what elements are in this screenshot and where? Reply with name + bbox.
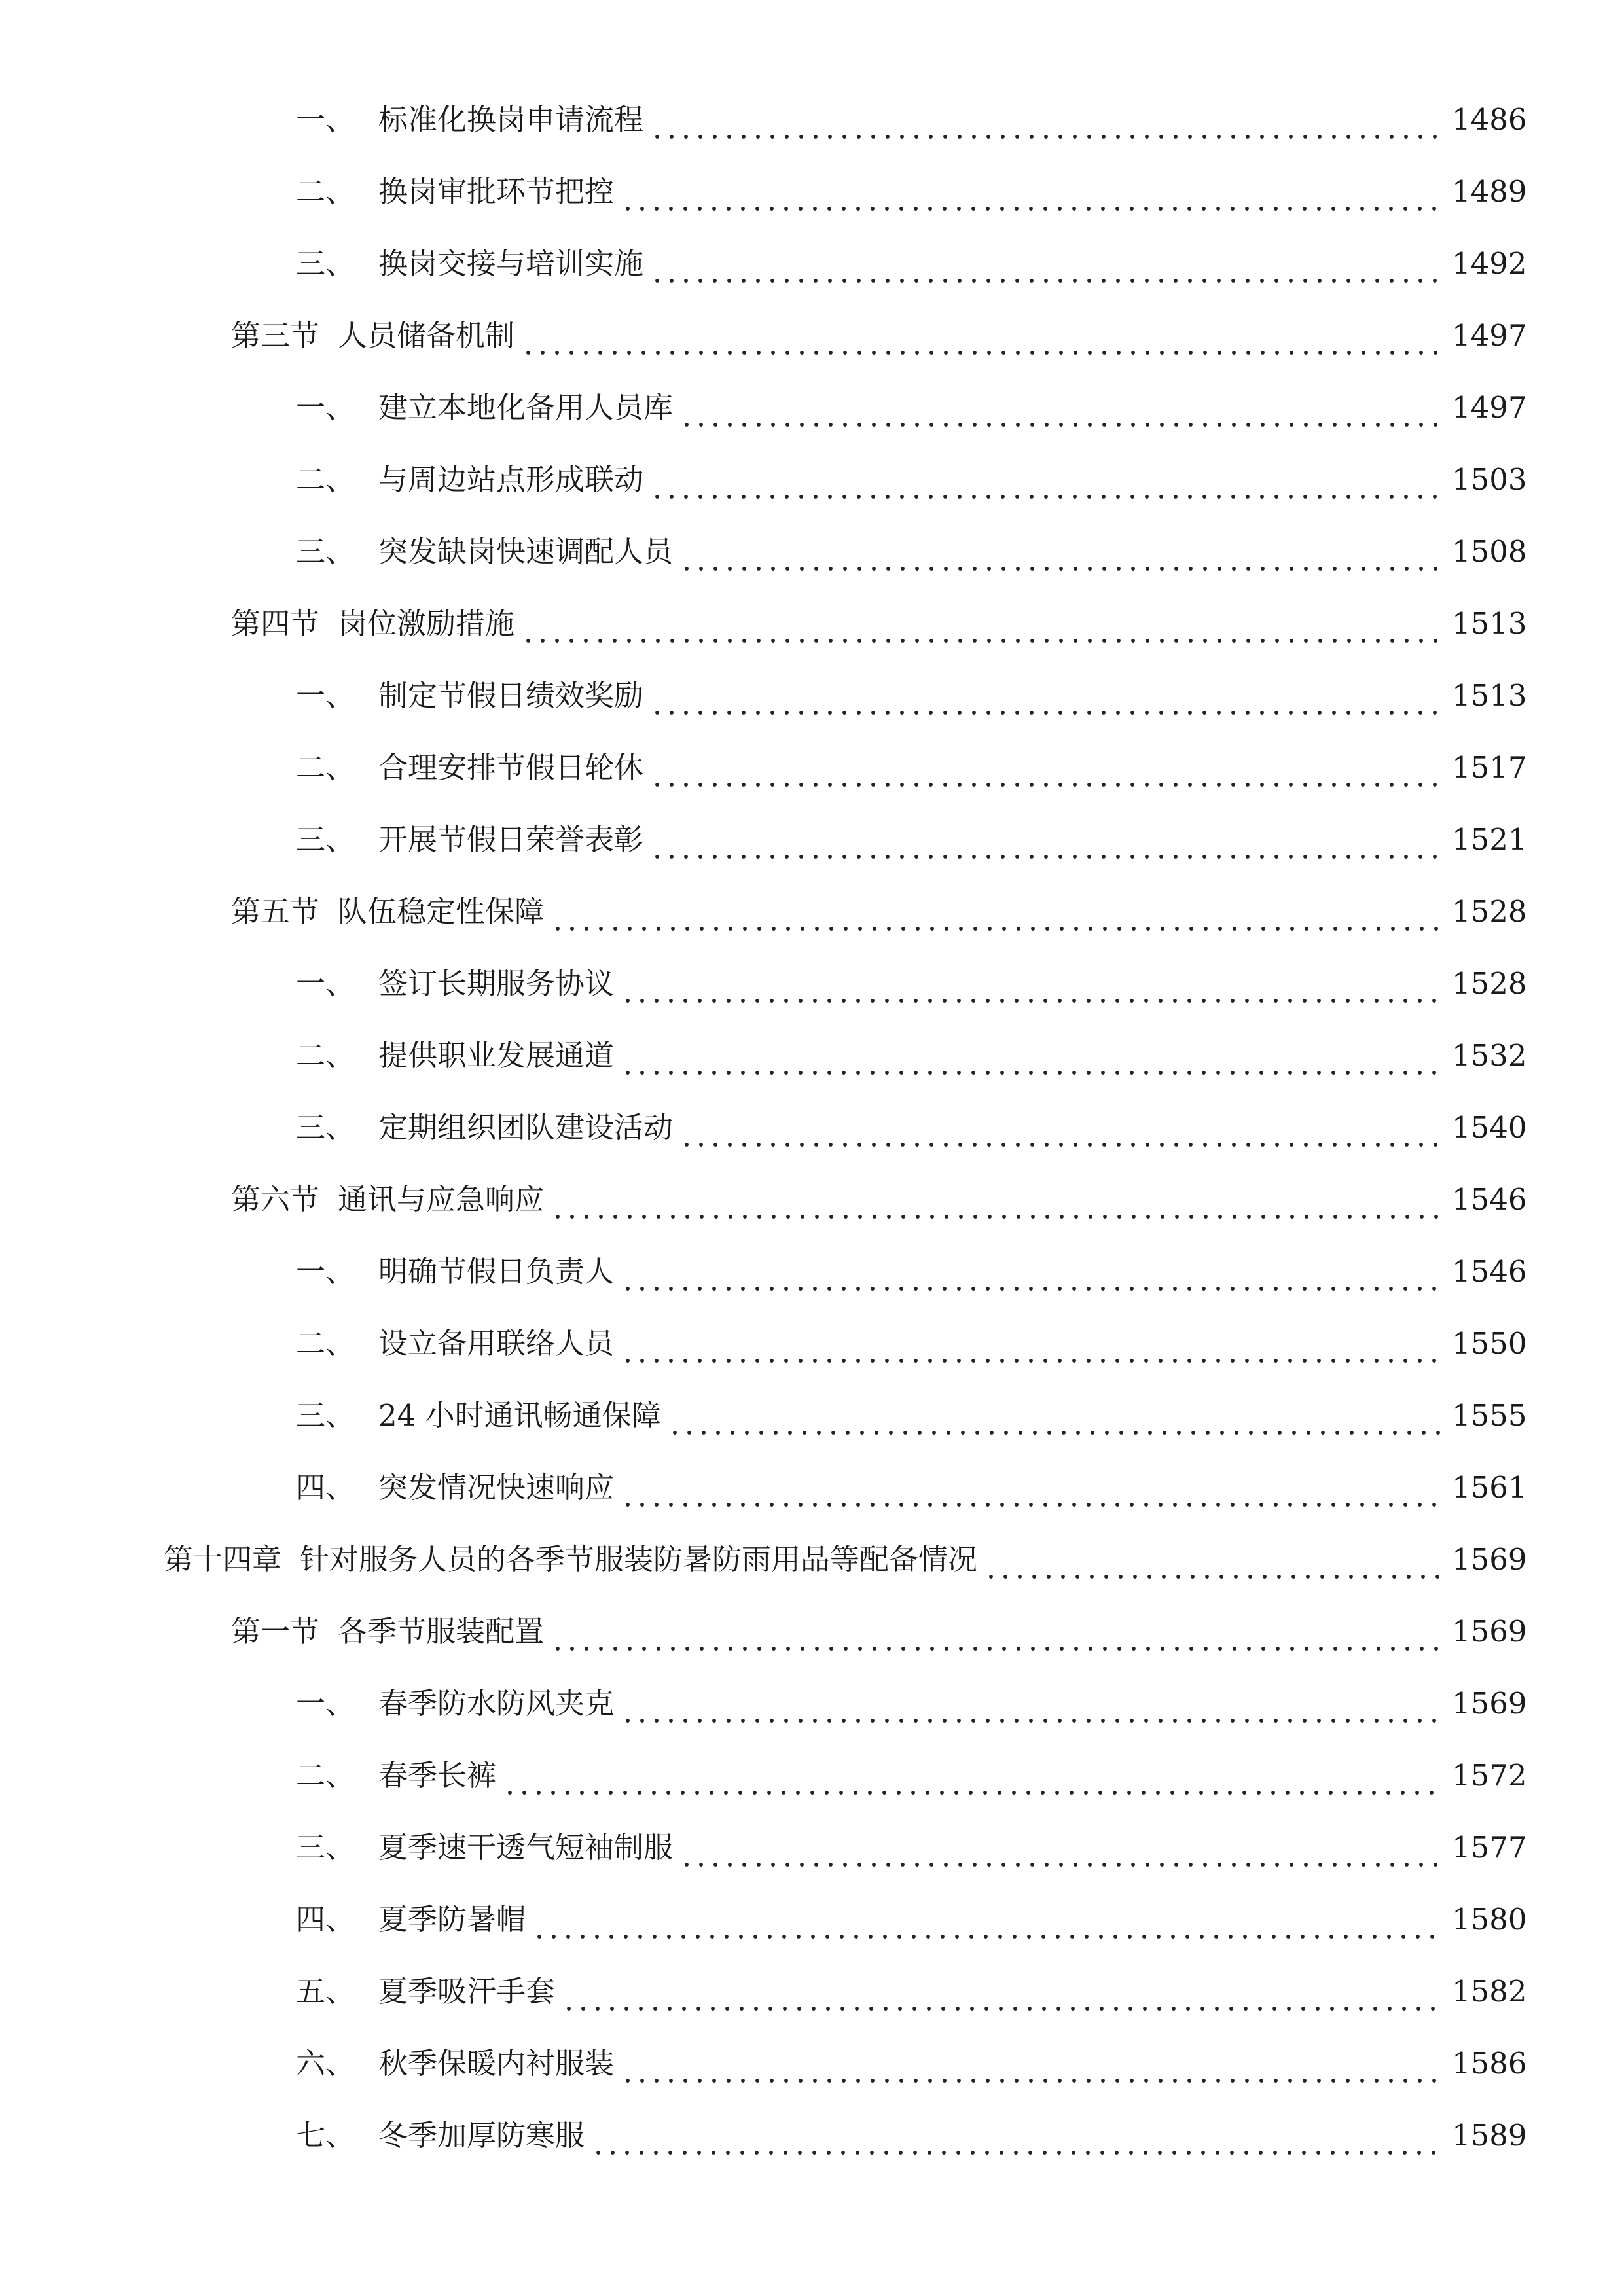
toc-entry-title: 队伍稳定性保障 <box>338 894 545 929</box>
dot-leader <box>668 1386 1443 1445</box>
dot-leader <box>521 306 1443 365</box>
toc-entry-number: 一、 <box>296 1254 355 1289</box>
toc-entry-title: 签订长期服务协议 <box>378 966 615 1001</box>
toc-entry-page: 1517 <box>1452 750 1527 785</box>
toc-entry[interactable] <box>0 738 1624 797</box>
toc-entry-page: 1569 <box>1452 1614 1527 1649</box>
toc-entry-number: 第五节 <box>231 894 320 929</box>
toc-entry[interactable] <box>0 1242 1624 1301</box>
dot-leader <box>650 234 1443 293</box>
dot-leader <box>621 1674 1443 1733</box>
toc-entry-title: 突发情况快速响应 <box>378 1470 615 1505</box>
toc-entry-page: 1546 <box>1452 1182 1527 1217</box>
dot-leader <box>591 2106 1443 2165</box>
toc-entry[interactable] <box>0 1458 1624 1517</box>
toc-entry[interactable] <box>0 162 1624 221</box>
toc-entry-number: 二、 <box>296 1038 355 1073</box>
toc-entry[interactable] <box>0 1674 1624 1733</box>
toc-entry-number: 二、 <box>296 750 355 785</box>
toc-entry-number: 第四节 <box>231 606 320 641</box>
toc-entry-number: 三、 <box>296 246 355 281</box>
toc-entry-title: 人员储备机制 <box>338 318 515 353</box>
toc-entry[interactable] <box>0 2034 1624 2093</box>
toc-entry-page: 1546 <box>1452 1254 1527 1289</box>
toc-entry-number: 三、 <box>296 1110 355 1145</box>
toc-entry-title: 建立本地化备用人员库 <box>378 390 674 425</box>
toc-entry-title: 秋季保暖内衬服装 <box>378 2046 615 2081</box>
toc-entry[interactable] <box>0 1746 1624 1805</box>
toc-entry[interactable] <box>0 1962 1624 2021</box>
toc-entry-number: 第一节 <box>231 1614 320 1649</box>
toc-entry-page: 1577 <box>1452 1830 1527 1865</box>
dot-leader <box>521 594 1443 653</box>
dot-leader <box>650 666 1443 725</box>
toc-entry[interactable] <box>0 954 1624 1013</box>
dot-leader <box>650 90 1443 149</box>
dot-leader <box>679 522 1443 581</box>
dot-leader <box>621 1026 1443 1085</box>
dot-leader <box>503 1746 1443 1805</box>
toc-entry-number: 七、 <box>296 2118 355 2153</box>
toc-entry-number: 第十四章 <box>164 1542 282 1577</box>
toc-entry-title: 岗位激励措施 <box>338 606 515 641</box>
toc-entry[interactable] <box>0 1890 1624 1949</box>
toc-entry-title: 夏季速干透气短袖制服 <box>378 1830 674 1865</box>
toc-entry-title: 春季长裤 <box>378 1758 497 1793</box>
toc-entry-number: 五、 <box>296 1974 355 2009</box>
dot-leader <box>550 1602 1443 1661</box>
toc-entry[interactable] <box>0 1098 1624 1157</box>
dot-leader <box>550 882 1443 941</box>
toc-section-entry[interactable] <box>0 1170 1624 1229</box>
toc-entry-page: 1540 <box>1452 1110 1527 1145</box>
toc-entry-number: 一、 <box>296 102 355 137</box>
toc-entry-page: 1561 <box>1452 1470 1527 1505</box>
toc-entry-number: 三、 <box>296 1398 355 1433</box>
toc-entry-title: 24 小时通讯畅通保障 <box>378 1398 661 1433</box>
dot-leader <box>679 1098 1443 1157</box>
toc-entry-page: 1492 <box>1452 246 1527 281</box>
dot-leader <box>650 450 1443 509</box>
dot-leader <box>621 1458 1443 1517</box>
toc-entry-page: 1550 <box>1452 1326 1527 1361</box>
dot-leader <box>679 378 1443 437</box>
toc-entry-title: 提供职业发展通道 <box>378 1038 615 1073</box>
dot-leader <box>650 810 1443 869</box>
toc-entry[interactable] <box>0 810 1624 869</box>
toc-entry-number: 四、 <box>296 1902 355 1937</box>
toc-entry-page: 1508 <box>1452 534 1527 569</box>
toc-entry-title: 夏季防暑帽 <box>378 1902 526 1937</box>
toc-entry-number: 四、 <box>296 1470 355 1505</box>
toc-section-entry[interactable] <box>0 306 1624 365</box>
toc-entry-page: 1528 <box>1452 966 1527 1001</box>
toc-entry[interactable] <box>0 450 1624 509</box>
toc-entry-page: 1586 <box>1452 2046 1527 2081</box>
toc-entry-page: 1569 <box>1452 1542 1527 1577</box>
dot-leader <box>984 1530 1443 1589</box>
toc-entry-page: 1569 <box>1452 1686 1527 1721</box>
toc-entry[interactable] <box>0 2106 1624 2165</box>
dot-leader <box>650 738 1443 797</box>
toc-entry-number: 第六节 <box>231 1182 320 1217</box>
toc-entry-page: 1503 <box>1452 462 1527 497</box>
toc-entry-title: 定期组织团队建设活动 <box>378 1110 674 1145</box>
toc-entry-number: 二、 <box>296 1758 355 1793</box>
toc-entry-title: 夏季吸汗手套 <box>378 1974 556 2009</box>
toc-entry-title: 针对服务人员的各季节服装防暑防雨用品等配备情况 <box>300 1542 978 1577</box>
dot-leader <box>621 1314 1443 1373</box>
toc-entry-number: 第三节 <box>231 318 320 353</box>
toc-entry-title: 突发缺岗快速调配人员 <box>378 534 674 569</box>
dot-leader <box>562 1962 1443 2021</box>
toc-entry[interactable] <box>0 90 1624 149</box>
dot-leader <box>621 162 1443 221</box>
toc-section-entry[interactable] <box>0 1602 1624 1661</box>
toc-entry-title: 换岗审批环节把控 <box>378 174 615 209</box>
toc-entry-number: 三、 <box>296 822 355 857</box>
toc-entry-number: 一、 <box>296 678 355 713</box>
toc-entry-title: 开展节假日荣誉表彰 <box>378 822 644 857</box>
toc-section-entry[interactable] <box>0 882 1624 941</box>
toc-entry[interactable] <box>0 522 1624 581</box>
toc-entry-title: 春季防水防风夹克 <box>378 1686 615 1721</box>
toc-entry-title: 通讯与应急响应 <box>338 1182 545 1217</box>
dot-leader <box>550 1170 1443 1229</box>
toc-entry-page: 1513 <box>1452 678 1527 713</box>
toc-entry-number: 一、 <box>296 966 355 1001</box>
toc-entry-page: 1521 <box>1452 822 1527 857</box>
toc-section-entry[interactable] <box>0 594 1624 653</box>
toc-entry-title: 设立备用联络人员 <box>378 1326 615 1361</box>
toc-entry-title: 各季节服装配置 <box>338 1614 545 1649</box>
toc-entry[interactable] <box>0 1026 1624 1085</box>
toc-entry-title: 与周边站点形成联动 <box>378 462 644 497</box>
toc-entry-title: 明确节假日负责人 <box>378 1254 615 1289</box>
toc-entry-page: 1580 <box>1452 1902 1527 1937</box>
toc-entry[interactable] <box>0 1314 1624 1373</box>
toc-entry-page: 1582 <box>1452 1974 1527 2009</box>
toc-entry-page: 1532 <box>1452 1038 1527 1073</box>
toc-entry-title: 制定节假日绩效奖励 <box>378 678 644 713</box>
toc-entry-number: 一、 <box>296 1686 355 1721</box>
toc-entry-page: 1486 <box>1452 102 1527 137</box>
toc-entry[interactable] <box>0 666 1624 725</box>
toc-entry-number: 六、 <box>296 2046 355 2081</box>
toc-entry-page: 1497 <box>1452 318 1527 353</box>
dot-leader <box>621 2034 1443 2093</box>
toc-entry-page: 1572 <box>1452 1758 1527 1793</box>
toc-entry-number: 二、 <box>296 1326 355 1361</box>
toc-entry-title: 冬季加厚防寒服 <box>378 2118 585 2153</box>
toc-entry[interactable] <box>0 234 1624 293</box>
toc-entry-title: 标准化换岗申请流程 <box>378 102 644 137</box>
toc-entry-page: 1589 <box>1452 2118 1527 2153</box>
toc-entry[interactable] <box>0 1386 1624 1445</box>
dot-leader <box>621 1242 1443 1301</box>
toc-entry-page: 1497 <box>1452 390 1527 425</box>
toc-entry[interactable] <box>0 378 1624 437</box>
toc-entry-number: 二、 <box>296 174 355 209</box>
toc-entry-page: 1528 <box>1452 894 1527 929</box>
toc-entry-title: 换岗交接与培训实施 <box>378 246 644 281</box>
dot-leader <box>621 954 1443 1013</box>
toc-chapter-entry[interactable] <box>0 1530 1624 1589</box>
dot-leader <box>679 1818 1443 1877</box>
toc-entry-page: 1555 <box>1452 1398 1527 1433</box>
toc-entry-page: 1489 <box>1452 174 1527 209</box>
dot-leader <box>532 1890 1443 1949</box>
toc-entry-number: 三、 <box>296 1830 355 1865</box>
toc-entry-number: 三、 <box>296 534 355 569</box>
toc-entry-title: 合理安排节假日轮休 <box>378 750 644 785</box>
toc-entry-page: 1513 <box>1452 606 1527 641</box>
toc-entry-number: 二、 <box>296 462 355 497</box>
toc-entry[interactable] <box>0 1818 1624 1877</box>
toc-entry-number: 一、 <box>296 390 355 425</box>
